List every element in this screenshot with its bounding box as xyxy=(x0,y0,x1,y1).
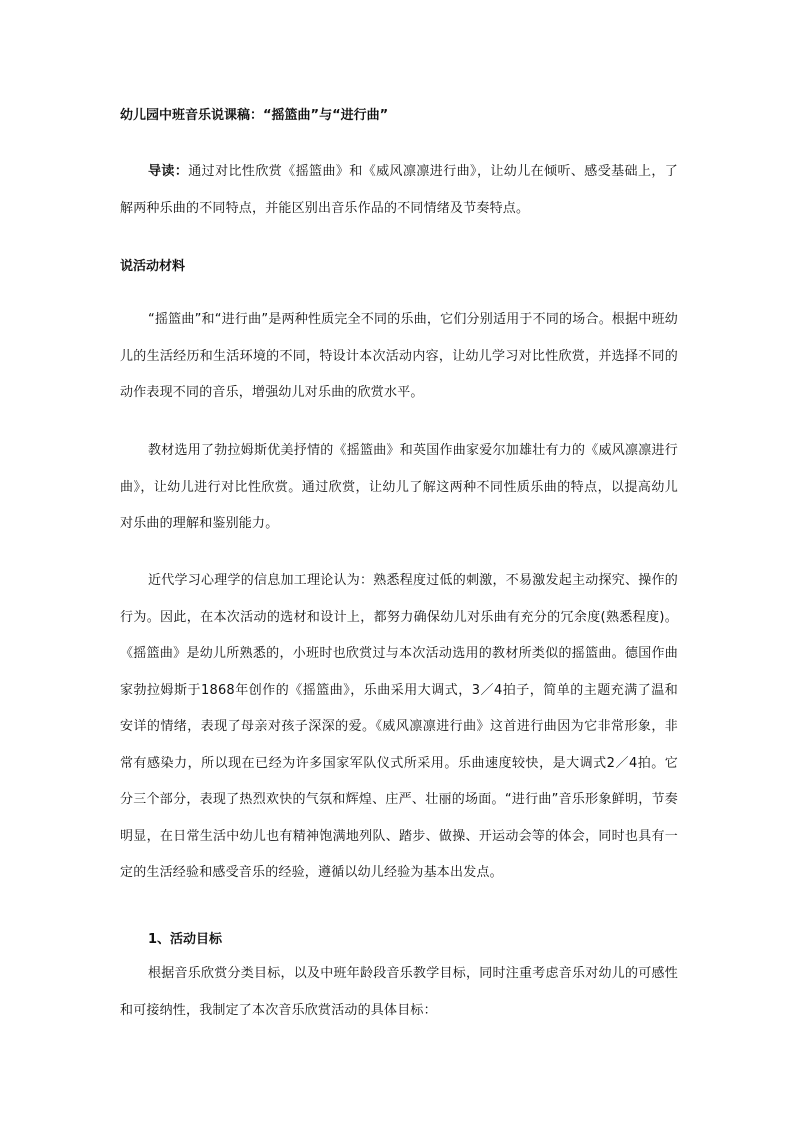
intro-label: 导读： xyxy=(148,164,189,179)
paragraph-goals: 根据音乐欣赏分类目标，以及中班年龄段音乐教学目标，同时注重考虑音乐对幼儿的可感性和可接纳性，我制定了本次音乐欣赏活动的具体目标： xyxy=(120,966,678,1018)
paragraph-2: 教材选用了勃拉姆斯优美抒情的《摇篮曲》和英国作曲家爱尔加雄壮有力的《威风凛凛进行曲》，让幼儿进行对比性欣赏。通过欣赏，让幼儿了解这两种不同性质乐曲的特点，以提高幼儿对乐曲的理解和鉴别能力。 xyxy=(120,443,678,531)
paragraph-3: 近代学习心理学的信息加工理论认为：熟悉程度过低的刺激，不易激发起主动探究、操作的行为。因此，在本次活动的选材和设计上，都努力确保幼儿对乐曲有充分的冗余度(熟悉程度)。《摇篮曲》是幼儿所熟悉的，小班时也欣赏过与本次活动选用的教材所类似的摇篮曲。德国作曲家勃拉姆斯于1868年创作的《摇篮曲》，乐曲采用大调式，3／4拍子，简单的主题充满了温和安详的情绪，表现了母亲对孩子深深的爱。《威风凛凛进行曲》这首进行曲因为它非常形象，非常有感染力，所以现在已经为许多国家军队仪式所采用。乐曲速度较快，是大调式2／4拍。它分三个部分，表现了热烈欢快的气氛和辉煌、庄严、壮丽的场面。“进行曲”音乐形象鲜明，节奏明显，在日常生活中幼儿也有精神饱满地列队、踏步、做操、开运动会等的体会，同时也具有一定的生活经验和感受音乐的经验，遵循以幼儿经验为基本出发点。 xyxy=(120,573,678,880)
document-title: 幼儿园中班音乐说课稿：“摇篮曲”与“进行曲” xyxy=(120,108,389,123)
paragraph-1: “摇篮曲”和“进行曲”是两种性质完全不同的乐曲，它们分别适用于不同的场合。根据中班幼儿的生活经历和生活环境的不同，特设计本次活动内容，让幼儿学习对比性欣赏，并选择不同的动作表现不同的音乐，增强幼儿对乐曲的欣赏水平。 xyxy=(120,312,678,400)
section-heading-goals: 1、活动目标 xyxy=(148,932,223,947)
section-heading-materials: 说活动材料 xyxy=(120,259,186,274)
intro-text: 通过对比性欣赏《摇篮曲》和《威风凛凛进行曲》，让幼儿在倾听、感受基础上，了解两种乐曲的不同特点，并能区别出音乐作品的不同情绪及节奏特点。 xyxy=(120,164,678,216)
intro-paragraph xyxy=(120,154,678,227)
